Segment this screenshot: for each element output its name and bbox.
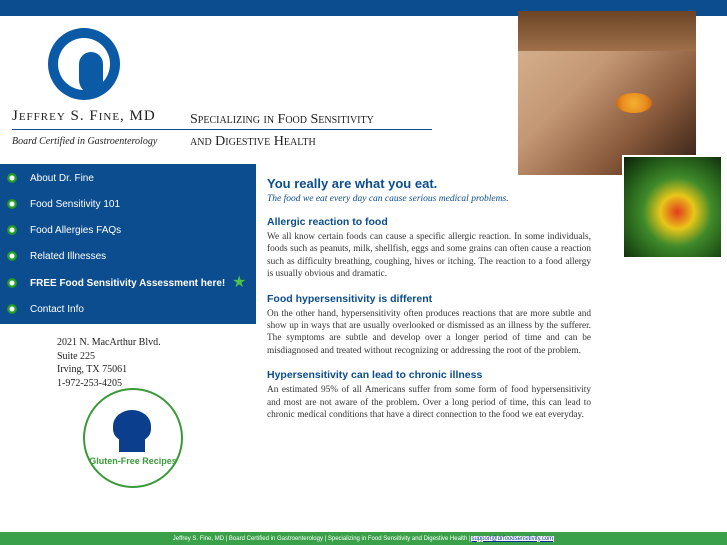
address-line-2: Suite 225 <box>57 350 96 362</box>
photo-pepper <box>616 93 652 113</box>
nav-item-about[interactable] <box>0 165 256 191</box>
specializing-line-2: and Digestive Health <box>190 134 316 149</box>
star-icon: ★ <box>232 274 247 291</box>
nav-item-label: Food Allergies FAQs <box>30 224 122 236</box>
nav-item-food-allergies-faqs[interactable] <box>0 217 256 243</box>
page-subline: The food we eat every day can cause serious medical problems. <box>267 194 509 204</box>
section-title: Food hypersensitivity is different <box>267 292 433 305</box>
bullet-icon <box>7 251 17 261</box>
chef-hat-band <box>119 438 145 452</box>
nav-item-free-assessment[interactable] <box>0 270 256 296</box>
sidebar-nav <box>0 164 256 324</box>
nav-item-label: Food Sensitivity 101 <box>30 198 121 210</box>
badge-label: Gluten-Free Recipes <box>89 456 177 466</box>
section-title: Allergic reaction to food <box>267 216 388 228</box>
logo[interactable] <box>48 28 120 100</box>
doctor-name: Jeffrey S. Fine, MD <box>12 108 156 124</box>
nav-item-label: Related Illnesses <box>30 250 107 262</box>
address-line-3: Irving, TX 75061 <box>57 364 128 375</box>
address-block <box>57 336 161 390</box>
footer-email-link[interactable]: support@drfoodsensitivity.com <box>471 535 554 542</box>
bullet-icon <box>7 278 17 288</box>
bullet-icon <box>7 199 17 209</box>
header-divider <box>12 129 432 130</box>
footer-bar <box>0 532 727 545</box>
main-content <box>267 176 591 433</box>
salad-photo <box>622 155 723 259</box>
logo-inner <box>58 38 110 90</box>
footer-text: Jeffrey S. Fine, MD | Board Certified in Gastroenterology | Specializing in Food Sensitivity and Digestive Health | <box>172 535 471 542</box>
nav-item-related-illnesses[interactable] <box>0 243 256 269</box>
section-body: An estimated 95% of all Americans suffer from some form of food hypersensitivity and most are not aware of the problem. Over a long period of time, this can lead to chronic medical conditions that have a direct connection to the food we eat everyday. <box>267 385 591 421</box>
phone-number: 1-972-253-4205 <box>57 377 122 389</box>
photo-hair <box>518 11 696 51</box>
nav-item-food-sensitivity-101[interactable] <box>0 191 256 217</box>
nav-item-label: About Dr. Fine <box>30 172 94 184</box>
bullet-icon <box>7 304 17 314</box>
nav-item-label: FREE Food Sensitivity Assessment here! <box>30 277 226 289</box>
board-certification: Board Certified in Gastroenterology <box>12 136 158 147</box>
bullet-icon <box>7 225 17 235</box>
address-line-1: 2021 N. MacArthur Blvd. <box>57 337 161 348</box>
section-body: We all know certain foods can cause a specific allergic reaction. In some individuals, foods such as peanuts, milk, shellfish, eggs and some grains can often cause a reaction such as difficulty breathing, coughing, hives or itching. The reaction to a food allergy is usually obvious and dramatic. <box>267 232 591 280</box>
section-body: On the other hand, hypersensitivity often produces reactions that are more subtle and show up in ways that are usually overlooked or dismissed as an illness by the sufferer. The symptoms are subtle and develop over a longer period of time and can be misdiagnosed and treated without recognizing or addressing the root of the problem. <box>267 308 591 356</box>
bullet-icon <box>7 173 17 183</box>
nav-item-label: Contact Info <box>30 303 84 315</box>
logo-mark <box>79 52 103 94</box>
gluten-free-recipes-badge[interactable] <box>83 388 183 488</box>
section-title: Hypersensitivity can lead to chronic illness <box>267 369 483 382</box>
nav-item-contact-info[interactable] <box>0 296 256 322</box>
woman-eating-photo <box>518 11 696 175</box>
specializing-line-1: Specializing in Food Sensitivity <box>190 112 374 127</box>
page-headline: You really are what you eat. <box>267 176 438 191</box>
